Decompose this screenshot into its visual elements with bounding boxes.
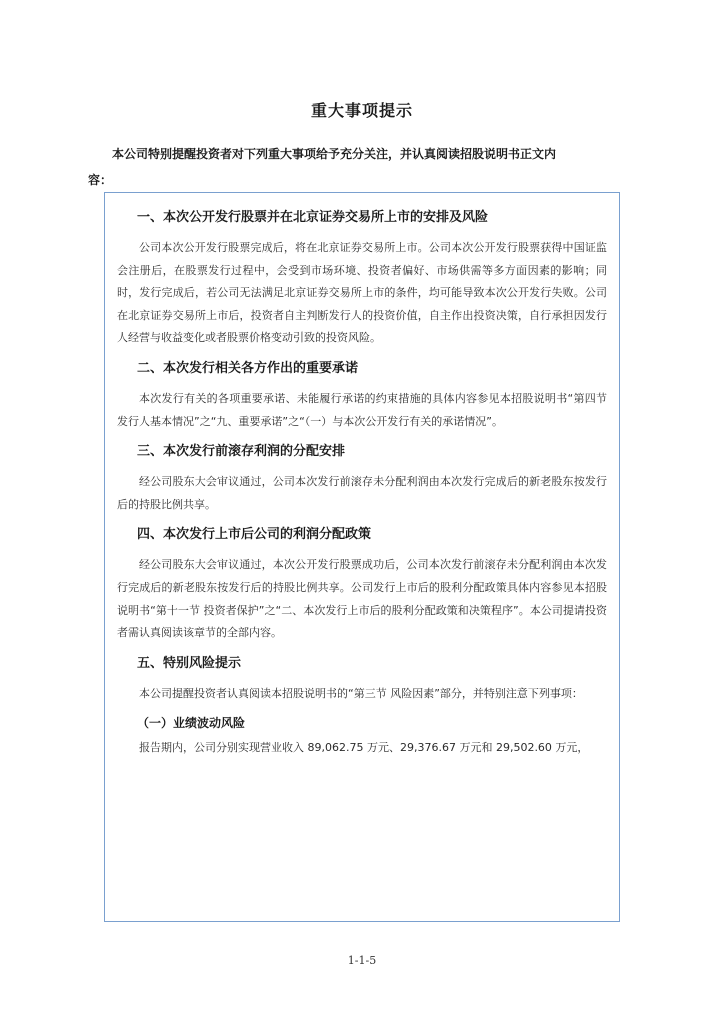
section-body-5: 本公司提醒投资者认真阅读本招股说明书的“第三节 风险因素”部分，并特别注意下列事项： — [139, 686, 583, 700]
section-heading-2: 二、本次发行相关各方作出的重要承诺 — [137, 360, 359, 376]
section-heading-4: 四、本次发行上市后公司的利润分配政策 — [137, 527, 372, 543]
subsection-body: 报告期内，公司分别实现营业收入 89,062.75 万元、29,376.67 万元和 29,502.60 万元， — [139, 741, 589, 755]
page-title: 重大事项提示 — [310, 101, 413, 120]
notice-line-1: 本公司特别提醒投资者对下列重大事项给予充分关注，并认真阅读招股说明书正文内 — [112, 147, 557, 161]
section-body-1: 公司本次公开发行股票完成后，将在北京证券交易所上市。公司本次公开发行股票获得中国证监会注册后，在股票发行过程中，会受到市场环境、投资者偏好、市场供需等多方面因素的影响；同时，发行完成后，若公司无法满足北京证券交易所上市的条件，均可能导致本次公开发行失败。公司在北京证券交易所上市后，投资者自主判断发行人的投资价值，自主作出投资决策，自行承担因发行人经营与收益变化或者股票价格变动引致的投资风险。 — [117, 241, 607, 345]
notice-paragraph — [88, 141, 612, 193]
section-heading-5: 五、特别风险提示 — [137, 655, 242, 671]
section-body-4: 经公司股东大会审议通过，本次公开发行股票成功后，公司本次发行前滚存未分配利润由本次发行完成后的新老股东按发行后的持股比例共享。公司发行上市后的股利分配政策具体内容参见本招股说明书“第十一节 投资者保护”之“二、本次发行上市后的股利分配政策和决策程序”。本公司提请投资者需认真阅读该章节的全部内容。 — [117, 558, 607, 640]
section-heading-1: 一、本次公开发行股票并在北京证券交易所上市的安排及风险 — [137, 210, 489, 225]
section-heading-3: 三、本次发行前滚存利润的分配安排 — [137, 444, 346, 460]
section-body-3: 经公司股东大会审议通过，公司本次发行前滚存未分配利润由本次发行完成后的新老股东按发行后的持股比例共享。 — [117, 475, 607, 511]
subsection-heading: （一）业绩波动风险 — [137, 716, 246, 731]
notice-line-2: 容： — [88, 173, 113, 187]
page-number: 1-1-5 — [347, 954, 377, 967]
content-box — [104, 192, 620, 922]
section-body-2: 本次发行有关的各项重要承诺、未能履行承诺的约束措施的具体内容参见本招股说明书“第四节 发行人基本情况”之“九、重要承诺”之“（一）与本次公开发行有关的承诺情况”。 — [117, 391, 607, 428]
